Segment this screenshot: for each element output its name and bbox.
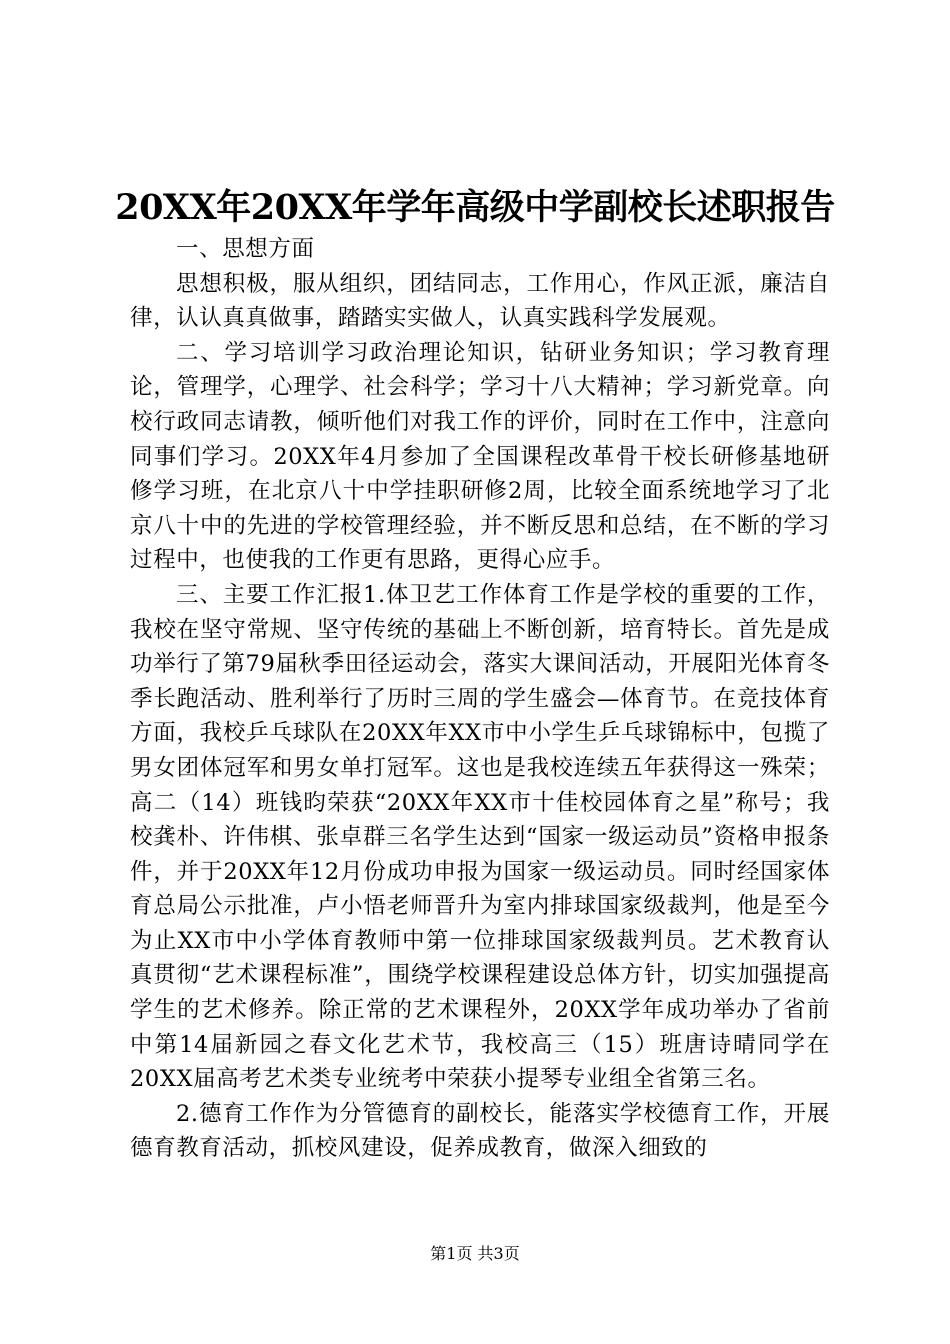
paragraph-moral-education: 2.德育工作作为分管德育的副校长，能落实学校德育工作，开展德育教育活动，抓校风建设，促养成教育，做深入细致的: [130, 1100, 830, 1162]
paragraph-ideology: 思想积极，服从组织，团结同志，工作用心，作风正派，廉洁自律，认认真真做事，踏踏实实做人，认真实践科学发展观。: [130, 270, 830, 332]
document-body: [130, 232, 830, 1166]
section-heading-ideology: 一、思想方面: [176, 236, 315, 262]
document-title: 20XX年20XX年学年高级中学副校长述职报告: [115, 187, 835, 228]
page-footer: 第1页 共3页: [430, 1244, 520, 1263]
paragraph-main-work: 三、主要工作汇报1.体卫艺工作体育工作是学校的重要的工作，我校在坚守常规、坚守传统的基础上不断创新，培育特长。首先是成功举行了第79届秋季田径运动会，落实大课间活动，开展阳光体育冬季长跑活动、胜利举行了历时三周的学生盛会—体育节。在竞技体育方面，我校乒乓球队在20XX年XX市中小学生乒乓球锦标中，包揽了男女团体冠军和男女单打冠军。这也是我校连续五年获得这一殊荣；高二（14）班钱昀荣获“20XX年XX市十佳校园体育之星”称号；我校龚朴、许伟棋、张卓群三名学生达到“国家一级运动员”资格申报条件，并于20XX年12月份成功申报为国家一级运动员。同时经国家体育总局公示批准，卢小悟老师晋升为室内排球国家级裁判，他是至今为止XX市中小学体育教师中第一位排球国家级裁判员。艺术教育认真贯彻“艺术课程标准”，围绕学校课程建设总体方针，切实加强提高学生的艺术修养。除正常的艺术课程外，20XX学年成功举办了省前中第14届新园之春文化艺术节，我校高三（15）班唐诗晴同学在20XX届高考艺术类专业统考中荣获小提琴专业组全省第三名。: [130, 581, 830, 1093]
paragraph-study-training: 二、学习培训学习政治理论知识，钻研业务知识；学习教育理论，管理学，心理学、社会科学；学习十八大精神；学习新党章。向校行政同志请教，倾听他们对我工作的评价，同时在工作中，注意向同事们学习。20XX年4月参加了全国课程改革骨干校长研修基地研修学习班，在北京八十中学挂职研修2周，比较全面系统地学习了北京八十中的先进的学校管理经验，并不断反思和总结，在不断的学习过程中，也使我的工作更有思路，更得心应手。: [130, 339, 830, 574]
